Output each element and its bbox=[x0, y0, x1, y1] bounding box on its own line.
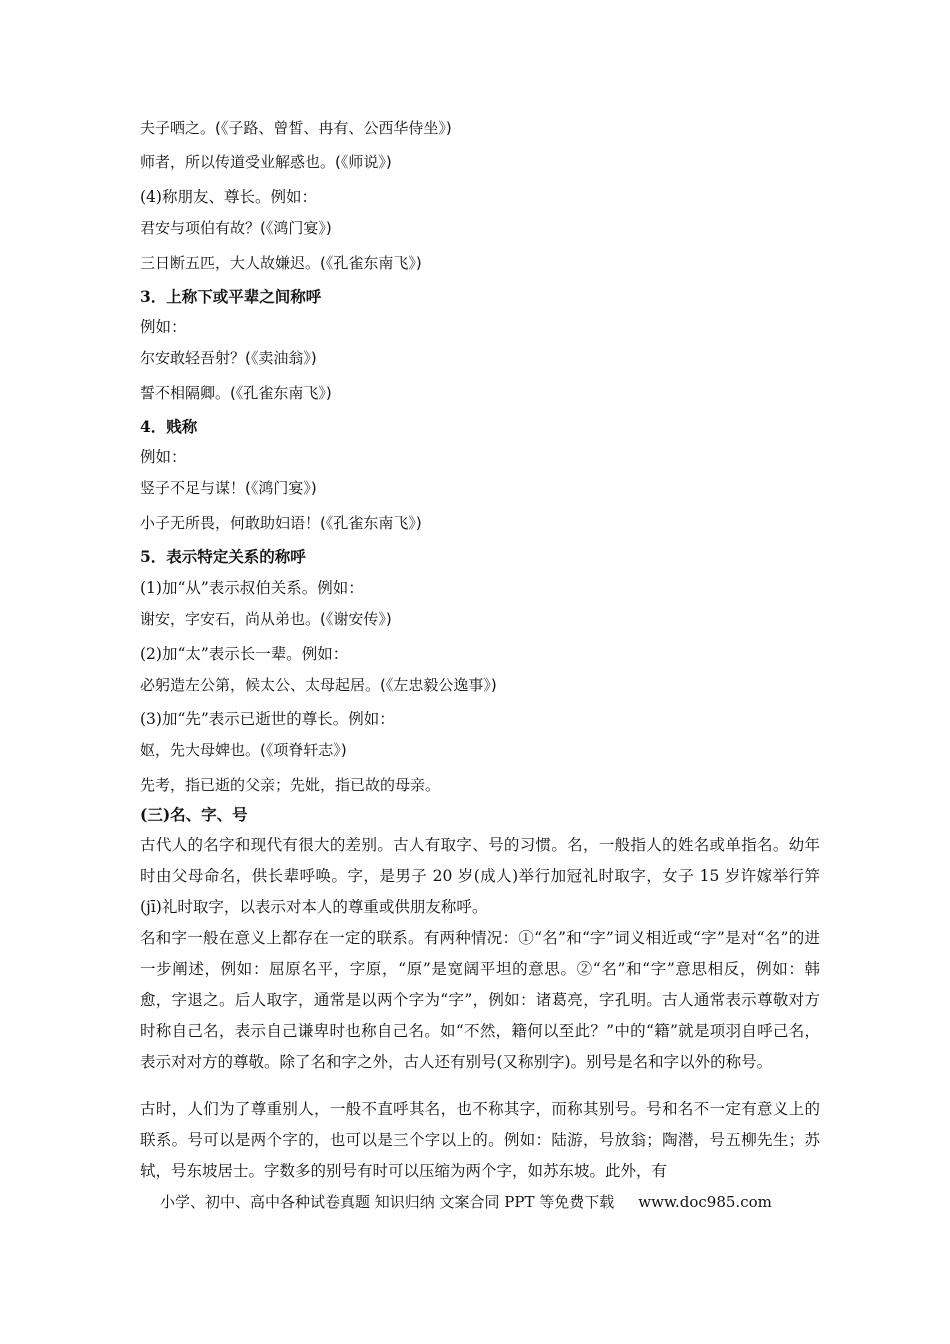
example-line: 必躬造左公第，候太公、太母起居。(《左忠毅公逸事》) bbox=[140, 676, 497, 694]
example-line: 誓不相隔卿。(《孔雀东南飞》) bbox=[140, 384, 332, 402]
example-label: 例如： bbox=[140, 448, 187, 466]
sub-heading: (1)加“从”表示叔伯关系。例如： bbox=[140, 579, 364, 597]
example-line: 尔安敢轻吾射？(《卖油翁》) bbox=[140, 349, 317, 367]
example-line: 先考，指已逝的父亲；先妣，指已故的母亲。 bbox=[140, 776, 441, 794]
section-heading: 5．表示特定关系的称呼 bbox=[140, 547, 306, 566]
sub-heading: (3)加“先”表示已逝世的尊长。例如： bbox=[140, 710, 395, 728]
example-line: 师者，所以传道受业解惑也。(《师说》) bbox=[140, 153, 392, 171]
body-paragraph: 古时，人们为了尊重别人，一般不直呼其名，也不称其字，而称其别号。号和名不一定有意义上的联系。号可以是两个字的，也可以是三个字以上的。例如：陆游，号放翁；陶潜，号五柳先生；苏轼，号东坡居士。字数多的别号有时可以压缩为两个字，如苏东坡。此外，有 bbox=[140, 1100, 820, 1180]
section-heading: 3．上称下或平辈之间称呼 bbox=[140, 287, 322, 306]
example-line: 小子无所畏，何敢助妇语！(《孔雀东南飞》) bbox=[140, 514, 422, 532]
example-line: 三日断五匹，大人故嫌迟。(《孔雀东南飞》) bbox=[140, 254, 422, 272]
body-paragraph: 古代人的名字和现代有很大的差别。古人有取字、号的习惯。名，一般指人的姓名或单指名。幼年时由父母命名，供长辈呼唤。字，是男子 20 岁(成人)举行加冠礼时取字，女子 15 岁许嫁举行笄(jī)礼时取字，以表示对本人的尊重或供朋友称呼。 bbox=[140, 836, 820, 916]
footer-text: 小学、初中、高中各种试卷真题 知识归纳 文案合同 PPT 等免费下载 bbox=[160, 1193, 615, 1211]
example-label: 例如： bbox=[140, 318, 187, 336]
example-line: 夫子哂之。(《子路、曾皙、冉有、公西华侍坐》) bbox=[140, 119, 452, 137]
page-footer bbox=[160, 1191, 772, 1212]
sub-heading: (4)称朋友、尊长。例如： bbox=[140, 188, 317, 206]
footer-url[interactable]: www.doc985.com bbox=[638, 1193, 772, 1211]
body-paragraph: 名和字一般在意义上都存在一定的联系。有两种情况：①“名”和“字”词义相近或“字”是对“名”的进一步阐述，例如：屈原名平，字原，“原”是宽阔平坦的意思。②“名”和“字”意思相反，例如：韩愈，字退之。后人取字，通常是以两个字为“字”，例如：诸葛亮，字孔明。古人通常表示尊敬对方时称自己名，表示自己谦卑时也称自己名。如“不然，籍何以至此？”中的“籍”就是项羽自呼己名，表示对对方的尊敬。除了名和字之外，古人还有别号(又称别字)。别号是名和字以外的称号。 bbox=[140, 929, 820, 1071]
example-line: 竖子不足与谋！(《鸿门宴》) bbox=[140, 479, 317, 497]
section-heading: 4．贱称 bbox=[140, 417, 198, 436]
sub-heading: (2)加“太”表示长一辈。例如： bbox=[140, 645, 349, 663]
section-heading: (三)名、字、号 bbox=[140, 805, 248, 824]
example-line: 谢安，字安石，尚从弟也。(《谢安传》) bbox=[140, 610, 392, 628]
example-line: 妪，先大母婢也。(《项脊轩志》) bbox=[140, 741, 347, 759]
example-line: 君安与项伯有故？(《鸿门宴》) bbox=[140, 219, 332, 237]
